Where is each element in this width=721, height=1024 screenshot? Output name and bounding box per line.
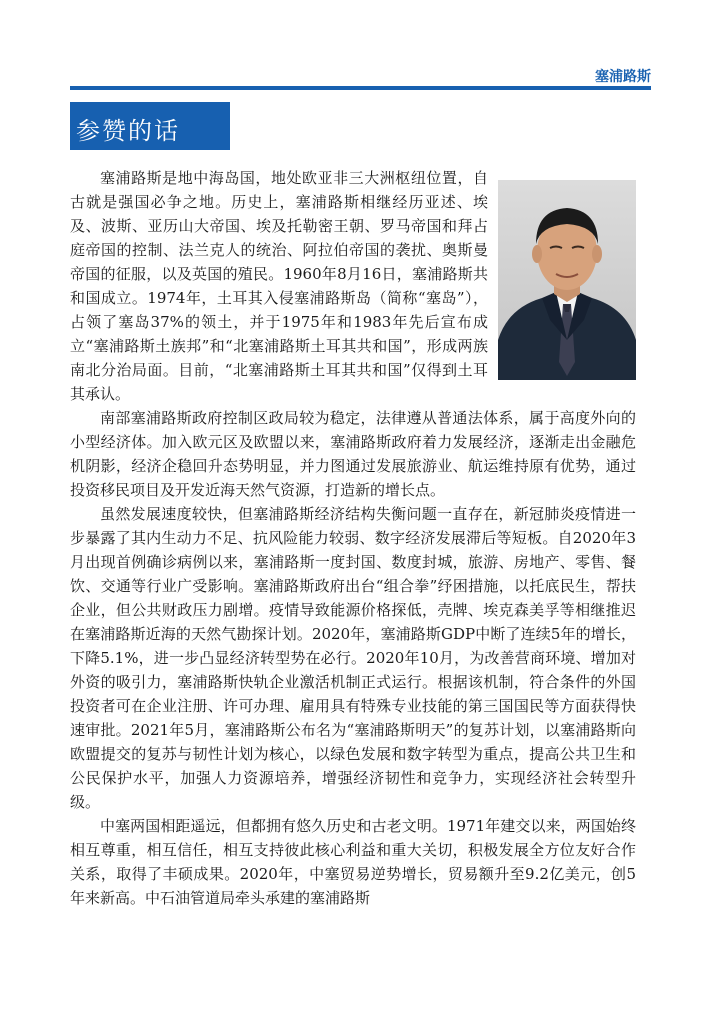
running-header-title: 塞浦路斯	[595, 69, 651, 85]
body-text	[70, 166, 636, 910]
paragraph: 南部塞浦路斯政府控制区政局较为稳定，法律遵从普通法体系，属于高度外向的小型经济体。加入欧元区及欧盟以来，塞浦路斯政府着力发展经济，逐渐走出金融危机阴影，经济企稳回升态势明显，并力图通过发展旅游业、航运维持原有优势，通过投资移民项目及开发近海天然气资源，打造新的增长点。	[70, 409, 636, 499]
section-title: 参赞的话	[76, 117, 180, 145]
paragraph: 虽然发展速度较快，但塞浦路斯经济结构失衡问题一直存在，新冠肺炎疫情进一步暴露了其内生动力不足、抗风险能力较弱、数字经济发展滞后等短板。自2020年3月出现首例确诊病例以来，塞浦路斯一度封国、数度封城，旅游、房地产、零售、餐饮、交通等行业广受影响。塞浦路斯政府出台“组合拳”纾困措施，以托底民生，帮扶企业，但公共财政压力剧增。疫情导致能源价格探低，壳牌、埃克森美孚等相继推迟在塞浦路斯近海的天然气勘探计划。2020年，塞浦路斯GDP中断了连续5年的增长，下降5.1%，进一步凸显经济转型势在必行。2020年10月，为改善营商环境、增加对外资的吸引力，塞浦路斯快轨企业激活机制正式运行。根据该机制，符合条件的外国投资者可在企业注册、许可办理、雇用具有特殊专业技能的第三国国民等方面获得快速审批。2021年5月，塞浦路斯公布名为“塞浦路斯明天”的复苏计划，以塞浦路斯向欧盟提交的复苏与韧性计划为核心，以绿色发展和数字转型为重点，提高公共卫生和公民保护水平，加强人力资源培养，增强经济韧性和竞争力，实现经济社会转型升级。	[70, 505, 636, 811]
paragraph: 塞浦路斯是地中海岛国，地处欧亚非三大洲枢纽位置，自古就是强国必争之地。历史上，塞浦路斯相继经历亚述、埃及、波斯、亚历山大帝国、埃及托勒密王朝、罗马帝国和拜占庭帝国的控制、法兰克人的统治、阿拉伯帝国的袭扰、奥斯曼帝国的征服，以及英国的殖民。1960年8月16日，塞浦路斯共和国成立。1974年，土耳其入侵塞浦路斯岛（简称“塞岛”），占领了塞岛37%的领土，并于1975年和1983年先后宣布成立“塞浦路斯土族邦”和“北塞浦路斯土耳其共和国”，形成两族南北分治局面。目前，“北塞浦路斯土耳其共和国”仅得到土耳其承认。	[70, 169, 488, 403]
paragraph: 中塞两国相距遥远，但都拥有悠久历史和古老文明。1971年建交以来，两国始终相互尊重，相互信任，相互支持彼此核心利益和重大关切，积极发展全方位友好合作关系，取得了丰硕成果。2020年，中塞贸易逆势增长，贸易额升至9.2亿美元，创5年来新高。中石油管道局牵头承建的塞浦路斯	[70, 817, 636, 907]
header-rule	[70, 86, 651, 90]
